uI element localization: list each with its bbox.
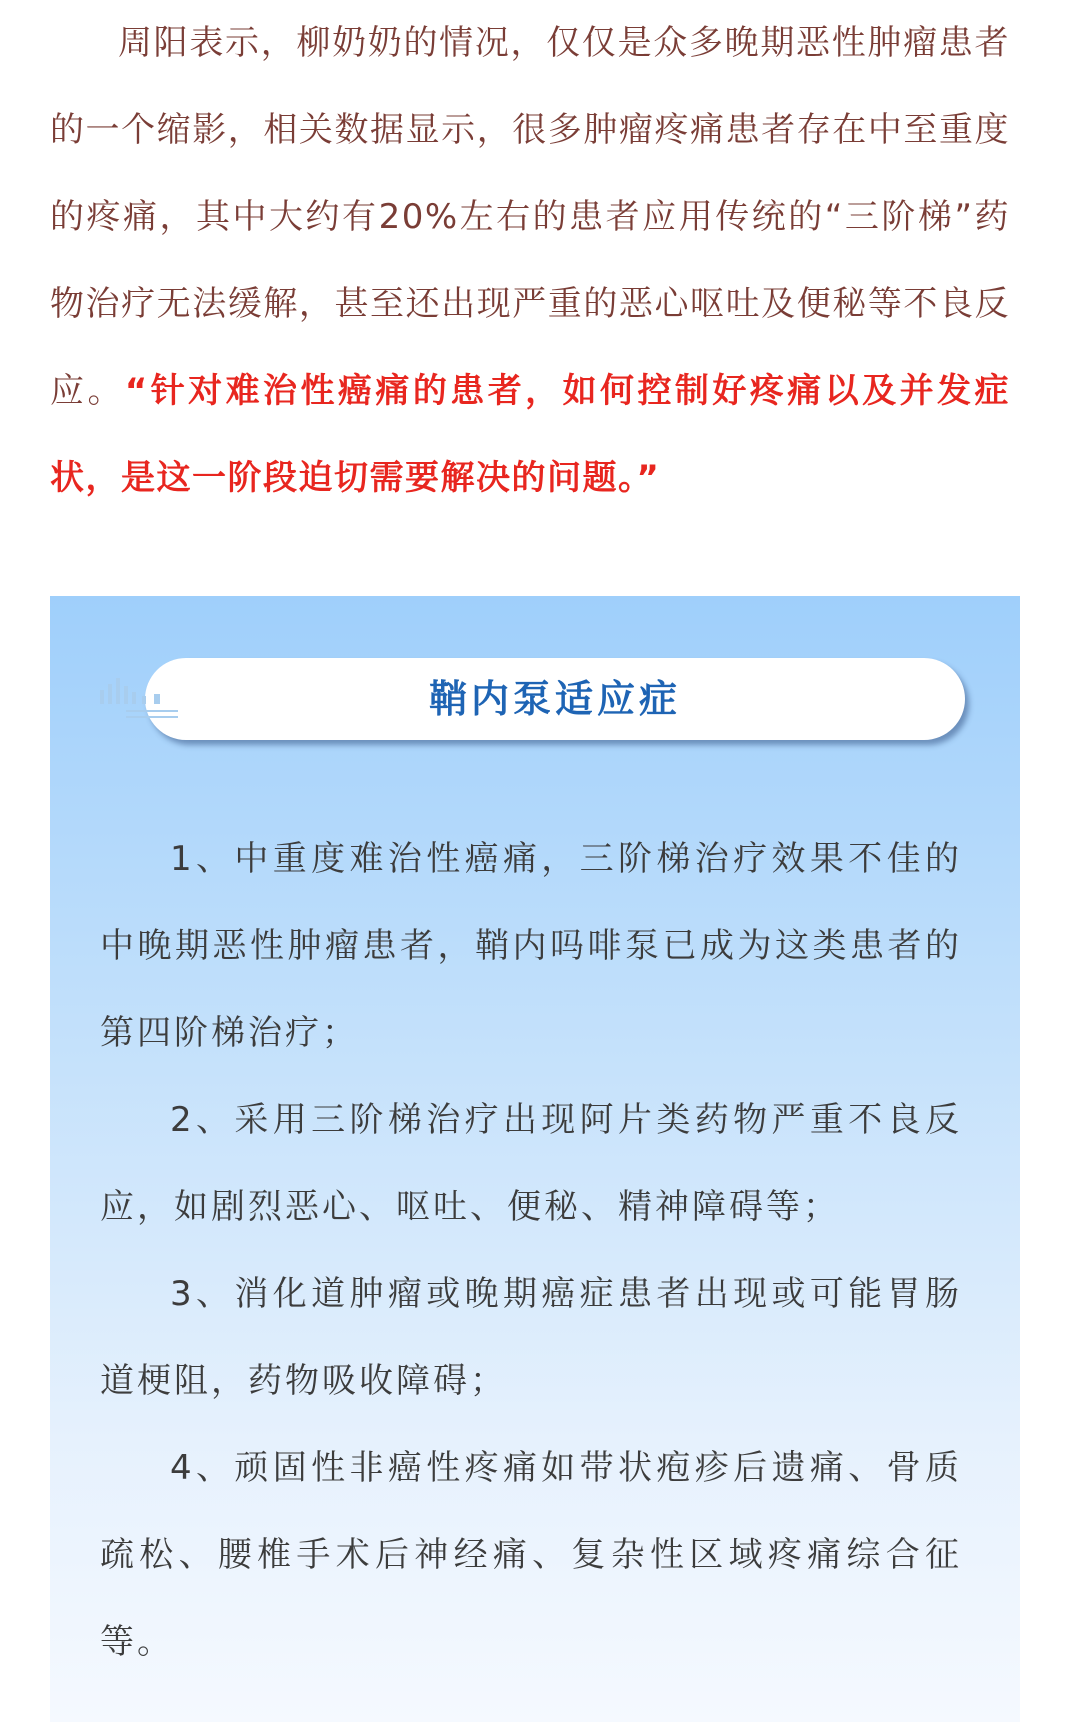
bar-chart-icon: [98, 666, 188, 726]
highlight-quote: “针对难治性癌痛的患者，如何控制好疼痛以及并发症状，是这一阶段迫切需要解决的问题。”: [50, 371, 1010, 498]
list-item: 4、顽固性非癌性疼痛如带状疱疹后遗痛、骨质疏松、腰椎手术后神经痛、复杂性区域疼痛综合征等。: [100, 1448, 962, 1662]
intro-paragraph: [50, 0, 1010, 522]
list-item: 2、采用三阶梯治疗出现阿片类药物严重不良反应，如剧烈恶心、呕吐、便秘、精神障碍等；: [100, 1100, 962, 1227]
indications-card: [50, 596, 1020, 1722]
card-title-pill: [145, 658, 965, 740]
list-item: 3、消化道肿瘤或晚期癌症患者出现或可能胃肠道梗阻，药物吸收障碍；: [100, 1274, 962, 1401]
indications-list: [100, 816, 962, 1686]
card-title: 鞘内泵适应症: [428, 677, 681, 721]
intro-text: 周阳表示，柳奶奶的情况，仅仅是众多晚期恶性肿瘤患者的一个缩影，相关数据显示，很多肿瘤疼痛患者存在中至重度的疼痛，其中大约有20%左右的患者应用传统的“三阶梯”药物治疗无法缓解，甚至还出现严重的恶心呕吐及便秘等不良反应。: [50, 23, 1010, 411]
list-item: 1、中重度难治性癌痛，三阶梯治疗效果不佳的中晚期恶性肿瘤患者，鞘内吗啡泵已成为这类患者的第四阶梯治疗；: [100, 839, 962, 1053]
